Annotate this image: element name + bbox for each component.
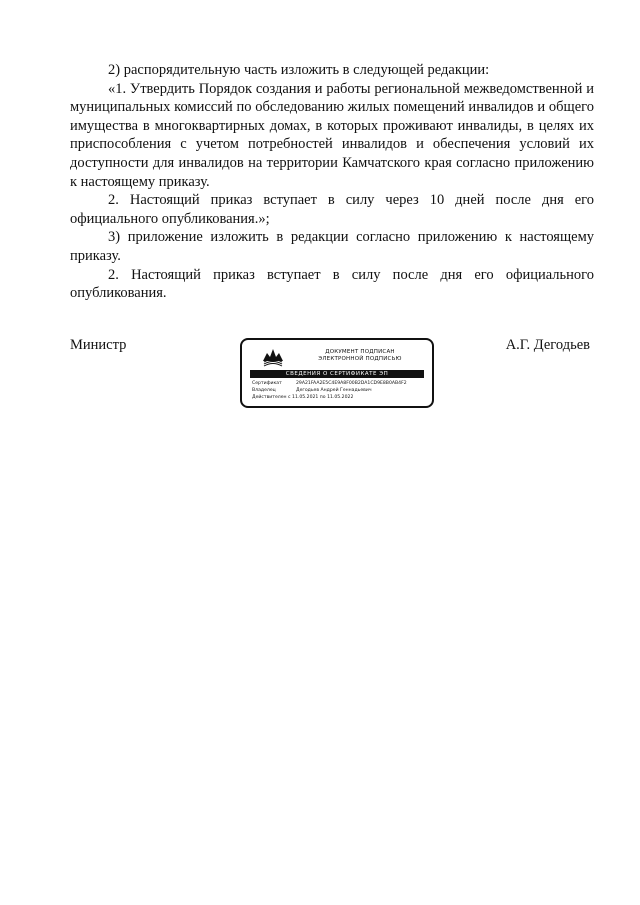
- stamp-header-line-1: ДОКУМЕНТ ПОДПИСАН: [325, 349, 395, 355]
- paragraph-1: 2) распорядительную часть изложить в следующей редакции:: [108, 62, 490, 78]
- validity-dates: с 11.05.2021 по 11.05.2022: [288, 395, 354, 400]
- certificate-key: Сертификат: [252, 381, 282, 386]
- document-body: [70, 61, 594, 303]
- paragraph-4: 3) приложение изложить в редакции согласно приложению к настоящему приказу.: [70, 229, 594, 264]
- certificate-row: [252, 380, 428, 387]
- owner-row: [252, 387, 428, 394]
- paragraph-2: «1. Утвердить Порядок создания и работы региональной межведомственной и муниципальных комиссий по обследованию жилых помещений инвалидов и общего имущества в многоквартирных домах, в которых проживают инвалиды, в целях их приспособления с учетом потребностей инвалидов и обеспечения условий их доступности для инвалидов на территории Камчатского края согласно приложению к настоящему приказу.: [70, 80, 594, 190]
- validity-value: Действителен: [252, 395, 287, 400]
- stamp-header: [298, 349, 422, 363]
- electronic-signature-stamp: [240, 338, 434, 408]
- certificate-details: [252, 380, 428, 401]
- stamp-header-line-2: ЭЛЕКТРОННОЙ ПОДПИСЬЮ: [318, 356, 402, 362]
- coat-of-arms-icon: [261, 345, 285, 367]
- certificate-info-bar: СВЕДЕНИЯ О СЕРТИФИКАТЕ ЭП: [250, 370, 424, 378]
- paragraph-3: 2. Настоящий приказ вступает в силу через 10 дней после дня его официального опубликования.»;: [70, 192, 594, 227]
- validity-row: [252, 394, 428, 401]
- owner-value: Дегодьев Андрей Геннадьевич: [296, 388, 372, 393]
- owner-key: Владелец: [252, 388, 276, 393]
- paragraph-5: 2. Настоящий приказ вступает в силу после дня его официального опубликования.: [70, 266, 594, 302]
- signer-position: Министр: [70, 337, 127, 353]
- certificate-value: 29A21FAA2E5C4E9A8F00B2DA1CD9E8B0AB4F2: [296, 381, 407, 386]
- signer-name: А.Г. Дегодьев: [505, 337, 590, 353]
